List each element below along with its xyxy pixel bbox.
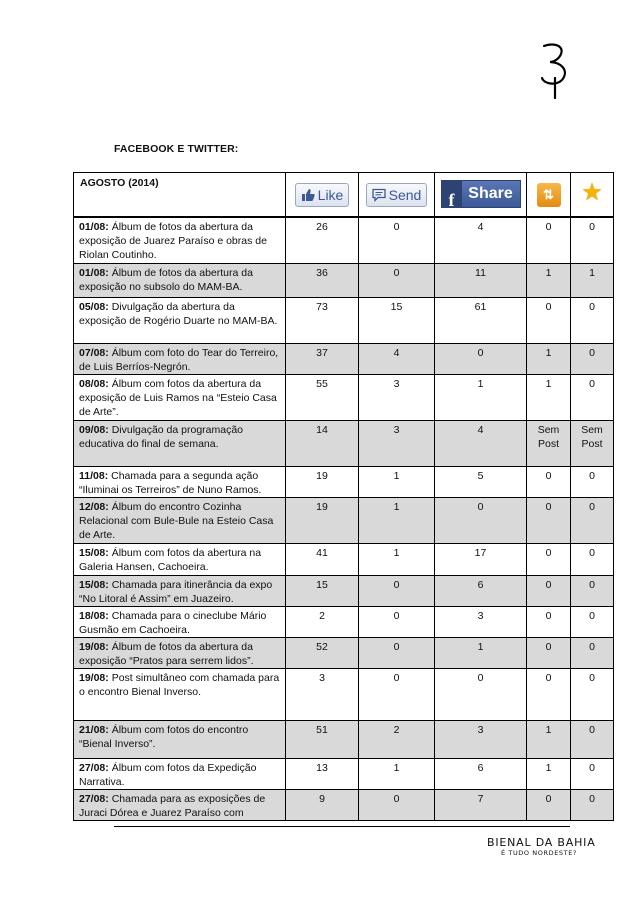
send-count-cell: 0 (359, 217, 435, 263)
retweet-count-cell: 0 (527, 297, 571, 343)
post-date: 09/08: (79, 423, 109, 436)
post-text: Álbum com fotos da abertura na Galeria Hansen, Cachoeira. (79, 546, 262, 573)
share-count-cell: 17 (435, 543, 527, 575)
post-date: 01/08: (79, 266, 109, 279)
retweet-count-cell: Sem Post (527, 420, 571, 466)
like-count-cell: 41 (286, 543, 359, 575)
retweet-count-cell: 0 (527, 497, 571, 543)
send-count-cell: 0 (359, 575, 435, 606)
table-row (74, 758, 614, 789)
brand-tagline: É TUDO NORDESTE? (501, 849, 577, 857)
share-count-cell: 1 (435, 374, 527, 420)
table-row (74, 217, 614, 263)
share-count-cell: 6 (435, 758, 527, 789)
like-count-cell: 73 (286, 297, 359, 343)
post-text: Chamada para o cineclube Mário Gusmão em Cachoeira. (79, 609, 267, 636)
fav-count-cell: 0 (571, 758, 614, 789)
table-row (74, 637, 614, 668)
post-date: 21/08: (79, 723, 109, 736)
retweet-count-cell: 0 (527, 575, 571, 606)
post-description-cell (74, 575, 286, 606)
thumbs-up-icon (301, 188, 315, 202)
facebook-f-icon: f (442, 181, 462, 207)
retweet-count-cell: 0 (527, 543, 571, 575)
retweet-count-cell: 0 (527, 668, 571, 720)
table-row (74, 575, 614, 606)
share-count-cell: 0 (435, 497, 527, 543)
post-date: 11/08: (79, 469, 109, 482)
post-description-cell (74, 789, 286, 820)
send-count-cell: 3 (359, 420, 435, 466)
retweet-count-cell: 1 (527, 758, 571, 789)
post-description-cell (74, 466, 286, 497)
like-count-cell: 3 (286, 668, 359, 720)
share-count-cell: 61 (435, 297, 527, 343)
fav-count-cell: 0 (571, 497, 614, 543)
like-count-cell: 36 (286, 263, 359, 297)
post-date: 27/08: (79, 761, 109, 774)
fav-count-cell: 0 (571, 374, 614, 420)
post-description-cell (74, 758, 286, 789)
fav-count-cell: 0 (571, 720, 614, 758)
retweet-count-cell: 0 (527, 637, 571, 668)
fav-count-cell: 0 (571, 606, 614, 637)
post-date: 15/08: (79, 578, 109, 591)
share-count-cell: 3 (435, 606, 527, 637)
share-button (441, 180, 521, 208)
post-text: Álbum do encontro Cozinha Relacional com Bule-Bule na Esteio Casa de Arte. (79, 500, 274, 541)
like-label: Like (317, 186, 344, 203)
social-stats-table (73, 172, 614, 821)
post-date: 12/08: (79, 500, 109, 513)
post-date: 08/08: (79, 377, 109, 390)
table-row (74, 343, 614, 374)
post-text: Chamada para as exposições de Juraci Dórea e Juarez Paraíso com (79, 792, 266, 819)
share-label: Share (468, 184, 513, 202)
post-date: 01/08: (79, 221, 109, 233)
post-text: Álbum de fotos da abertura da exposição no subsolo do MAM-BA. (79, 266, 253, 293)
post-date: 18/08: (79, 609, 109, 622)
like-count-cell: 19 (286, 497, 359, 543)
post-text: Divulgação da programação educativa do final de semana. (79, 423, 244, 450)
send-count-cell: 1 (359, 466, 435, 497)
share-count-cell: 7 (435, 789, 527, 820)
brand-name: BIENAL DA BAHIA (487, 836, 596, 849)
share-count-cell: 5 (435, 466, 527, 497)
like-column-header (286, 173, 359, 218)
send-count-cell: 15 (359, 297, 435, 343)
retweet-icon: ⇅ (537, 183, 561, 207)
post-text: Álbum de fotos da abertura da exposição de Juarez Paraíso e obras de Riolan Coutinho. (79, 221, 267, 261)
retweet-count-cell: 1 (527, 263, 571, 297)
retweet-count-cell: 1 (527, 374, 571, 420)
post-description-cell (74, 606, 286, 637)
fav-count-cell: 0 (571, 466, 614, 497)
share-count-cell: 4 (435, 420, 527, 466)
table-row (74, 668, 614, 720)
retweet-count-cell: 0 (527, 606, 571, 637)
post-date: 15/08: (79, 546, 109, 559)
fav-count-cell: 1 (571, 263, 614, 297)
post-date: 19/08: (79, 671, 109, 684)
share-count-cell: 0 (435, 668, 527, 720)
table-row (74, 297, 614, 343)
fav-count-cell: 0 (571, 668, 614, 720)
post-description-cell (74, 497, 286, 543)
share-count-cell: 6 (435, 575, 527, 606)
share-column-header (435, 173, 527, 218)
post-text: Chamada para itinerância da expo “No Litoral é Assim” em Juazeiro. (79, 578, 273, 605)
fav-count-cell: 0 (571, 575, 614, 606)
share-count-cell: 0 (435, 343, 527, 374)
post-text: Álbum de fotos da abertura da exposição “Pratos para serrem lidos”. (79, 640, 254, 667)
send-count-cell: 0 (359, 637, 435, 668)
table-row (74, 606, 614, 637)
share-count-cell: 3 (435, 720, 527, 758)
table-header-row (74, 173, 614, 218)
send-count-cell: 3 (359, 374, 435, 420)
retweet-count-cell: 0 (527, 466, 571, 497)
like-count-cell: 2 (286, 606, 359, 637)
like-count-cell: 15 (286, 575, 359, 606)
send-count-cell: 1 (359, 758, 435, 789)
post-text: Post simultâneo com chamada para o encontro Bienal Inverso. (79, 671, 280, 698)
share-count-cell: 11 (435, 263, 527, 297)
like-count-cell: 13 (286, 758, 359, 789)
fav-count-cell: 0 (571, 297, 614, 343)
post-text: Álbum com foto do Tear do Terreiro, de Luis Berríos-Negrón. (79, 346, 279, 373)
retweet-count-cell: 0 (527, 789, 571, 820)
post-date: 07/08: (79, 346, 109, 359)
table-row (74, 497, 614, 543)
post-description-cell (74, 343, 286, 374)
like-count-cell: 9 (286, 789, 359, 820)
table-row (74, 789, 614, 820)
like-count-cell: 55 (286, 374, 359, 420)
share-count-cell: 4 (435, 217, 527, 263)
post-text: Chamada para a segunda ação “Iluminai os Terreiros” de Nuno Ramos. (79, 469, 262, 496)
table-row (74, 543, 614, 575)
post-description-cell (74, 637, 286, 668)
table-row (74, 263, 614, 297)
like-count-cell: 26 (286, 217, 359, 263)
send-count-cell: 1 (359, 497, 435, 543)
footer-brand (487, 836, 596, 857)
post-description-cell (74, 217, 286, 263)
send-count-cell: 0 (359, 263, 435, 297)
send-count-cell: 4 (359, 343, 435, 374)
favorite-column-header (571, 173, 614, 218)
table-row (74, 466, 614, 497)
like-count-cell: 52 (286, 637, 359, 668)
post-description-cell (74, 374, 286, 420)
post-text: Divulgação da abertura da exposição de Rogério Duarte no MAM-BA. (79, 300, 278, 327)
send-button (366, 183, 428, 207)
send-count-cell: 0 (359, 606, 435, 637)
send-count-cell: 1 (359, 543, 435, 575)
table-body (74, 217, 614, 820)
retweet-count-cell: 0 (527, 217, 571, 263)
fav-count-cell: 0 (571, 343, 614, 374)
post-description-cell (74, 668, 286, 720)
table-row (74, 374, 614, 420)
send-count-cell: 2 (359, 720, 435, 758)
fav-count-cell: Sem Post (571, 420, 614, 466)
retweet-column-header (527, 173, 571, 218)
send-label: Send (388, 186, 422, 203)
footer-divider (114, 826, 570, 827)
post-description-cell (74, 543, 286, 575)
post-description-cell (74, 297, 286, 343)
fav-count-cell: 0 (571, 217, 614, 263)
like-count-cell: 19 (286, 466, 359, 497)
send-count-cell: 0 (359, 668, 435, 720)
like-count-cell: 14 (286, 420, 359, 466)
period-header: AGOSTO (2014) (74, 173, 286, 218)
post-text: Álbum com fotos da abertura da exposição de Luis Ramos na “Esteio Casa de Arte”. (79, 377, 277, 418)
post-text: Álbum com fotos do encontro “Bienal Inverso”. (79, 723, 249, 750)
post-date: 05/08: (79, 300, 109, 313)
bienal-logo-icon (538, 42, 572, 100)
fav-count-cell: 0 (571, 637, 614, 668)
post-description-cell (74, 420, 286, 466)
like-button (295, 183, 350, 207)
table-row (74, 420, 614, 466)
send-column-header (359, 173, 435, 218)
fav-count-cell: 0 (571, 789, 614, 820)
section-title: FACEBOOK E TWITTER: (114, 143, 239, 155)
post-description-cell (74, 720, 286, 758)
message-icon (372, 188, 386, 202)
post-date: 27/08: (79, 792, 109, 805)
post-text: Álbum com fotos da Expedição Narrativa. (79, 761, 257, 788)
like-count-cell: 37 (286, 343, 359, 374)
like-count-cell: 51 (286, 720, 359, 758)
retweet-count-cell: 1 (527, 720, 571, 758)
send-count-cell: 0 (359, 789, 435, 820)
fav-count-cell: 0 (571, 543, 614, 575)
table-row (74, 720, 614, 758)
post-description-cell (74, 263, 286, 297)
retweet-count-cell: 1 (527, 343, 571, 374)
post-date: 19/08: (79, 640, 109, 653)
star-icon: ★ (581, 178, 603, 206)
share-count-cell: 1 (435, 637, 527, 668)
